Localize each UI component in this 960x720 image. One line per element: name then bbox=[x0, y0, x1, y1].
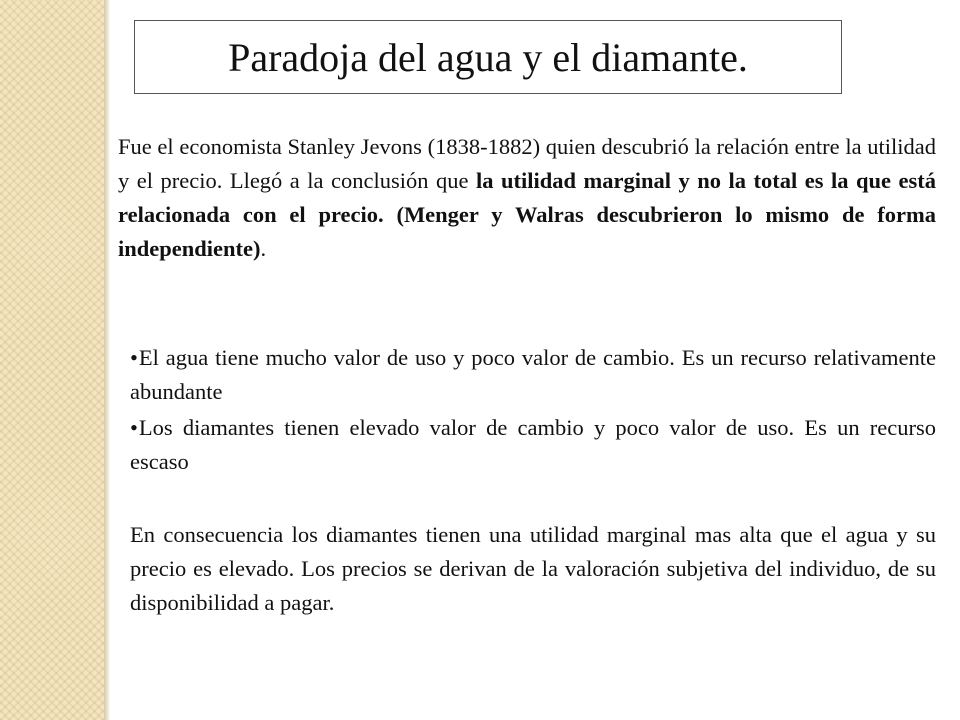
bullet-icon: • bbox=[130, 415, 138, 440]
bullet-text: El agua tiene mucho valor de uso y poco valor de cambio. Es un recurso relativamente abundante bbox=[130, 345, 936, 404]
title-box bbox=[134, 20, 842, 94]
bullet-item-water bbox=[130, 341, 936, 409]
intro-paragraph bbox=[118, 130, 936, 266]
bullet-list bbox=[130, 341, 936, 481]
bullet-text: Los diamantes tienen elevado valor de cambio y poco valor de uso. Es un recurso escaso bbox=[130, 415, 936, 474]
bullet-icon: • bbox=[130, 345, 138, 370]
decorative-side-band bbox=[0, 0, 104, 720]
intro-bold-text: la utilidad marginal y no la total es la que está relacionada con el precio. (Menger y Walras descubrieron lo mismo de forma independiente) bbox=[118, 168, 936, 261]
intro-end-text: . bbox=[260, 236, 267, 261]
conclusion-paragraph: En consecuencia los diamantes tienen una utilidad marginal mas alta que el agua y su precio es elevado. Los precios se derivan de la valoración subjetiva del individuo, de su disponibilidad a pagar. bbox=[130, 522, 936, 615]
bullet-item-diamonds bbox=[130, 411, 936, 479]
side-band-shadow bbox=[104, 0, 110, 720]
slide-title: Paradoja del agua y el diamante. bbox=[228, 34, 748, 80]
intro-text: Fue el economista Stanley Jevons (1838-1882) quien descubrió la relación entre la utilidad y el precio. Llegó a la conclusión que bbox=[118, 134, 936, 193]
